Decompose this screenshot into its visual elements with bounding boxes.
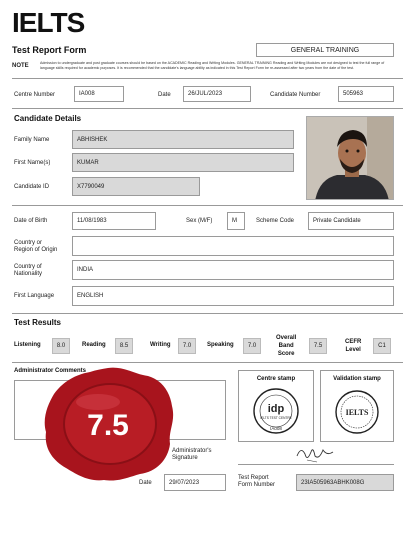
admin-signature-icon	[293, 442, 337, 466]
divider	[12, 205, 403, 206]
divider	[12, 313, 403, 314]
nationality-label-line2: Nationality	[14, 271, 43, 277]
signature-line	[238, 464, 394, 465]
centre-number-field: IA008	[74, 86, 124, 102]
overall-label-line3: Score	[277, 351, 295, 357]
divider	[12, 78, 403, 79]
listening-score: 8.0	[52, 338, 70, 354]
cefr-label-line2: Level	[345, 347, 361, 353]
speaking-label: Speaking	[207, 342, 234, 348]
divider	[12, 362, 403, 363]
dob-label: Date of Birth	[14, 218, 48, 224]
family-name-label: Family Name	[14, 137, 50, 143]
admin-date-label: Date	[139, 480, 152, 486]
scheme-code-field: Private Candidate	[308, 212, 394, 230]
divider	[12, 108, 403, 109]
nationality-field: INDIA	[72, 260, 394, 280]
speaking-score: 7.0	[243, 338, 261, 354]
validation-stamp-text: IELTS	[345, 408, 369, 417]
scheme-code-label: Scheme Code	[256, 218, 295, 224]
listening-label: Listening	[14, 342, 41, 348]
sex-label: Sex (M/F)	[186, 218, 213, 224]
writing-score: 7.0	[178, 338, 196, 354]
centre-stamp-label: Centre stamp	[256, 376, 296, 382]
trf-label-line2: Form Number	[238, 482, 276, 488]
first-language-label: First Language	[14, 293, 55, 299]
dob-field: 11/08/1983	[72, 212, 156, 230]
overall-band-score: 7.5	[309, 338, 327, 354]
admin-date-field: 29/07/2023	[164, 474, 226, 491]
cefr-level-value: C1	[373, 338, 391, 354]
writing-label: Writing	[150, 342, 171, 348]
candidate-number-label: Candidate Number	[270, 92, 321, 98]
trf-label-line1: Test Report	[238, 475, 269, 481]
reading-score: 8.5	[115, 338, 133, 354]
test-date-field: 26/JUL/2023	[183, 86, 251, 102]
person-photo-icon	[307, 117, 394, 200]
first-language-field: ENGLISH	[72, 286, 394, 306]
signature-label-line2: Signature	[172, 455, 198, 461]
cefr-label-line1: CEFR	[345, 339, 362, 345]
nationality-label-line1: Country of	[14, 264, 42, 270]
first-name-label: First Name(s)	[14, 160, 51, 166]
sex-field: M	[227, 212, 245, 230]
ielts-logo: IELTS	[12, 7, 85, 38]
signature-label-line1: Administrator's	[172, 448, 212, 454]
overall-label-line1: Overall	[276, 335, 297, 341]
reading-label: Reading	[82, 342, 106, 348]
first-name-field: KUMAR	[72, 153, 294, 172]
trf-number-field: 23IA505963ABHK008G	[296, 474, 394, 491]
candidate-id-field: X7790049	[72, 177, 200, 196]
candidate-details-heading: Candidate Details	[14, 114, 82, 123]
validation-stamp-label: Validation stamp	[333, 376, 381, 382]
nationality-label	[14, 264, 42, 278]
candidate-number-field: 505963	[338, 86, 394, 102]
idp-stamp-code: IA008	[270, 426, 282, 431]
trf-number-label	[238, 475, 275, 489]
idp-stamp-ring: IELTS TEST CENTRE	[260, 416, 292, 420]
note-text: Admission to undergraduate and post graduate courses should be based on the ACADEMIC Reading and Writing Modules. GENERAL TRAINING Reading and Writing Modules are not designed to test the full range of language skills required for academic purposes. It is recommended that the candidate's language ability as indicated in this Test Report Form be re-assessed after two years from the date of the test.	[40, 61, 385, 70]
country-origin-field	[72, 236, 394, 256]
idp-stamp-text: idp	[267, 403, 285, 415]
country-origin-label-line2: Region of Origin	[14, 247, 58, 253]
country-origin-label	[14, 240, 57, 254]
candidate-id-label: Candidate ID	[14, 184, 50, 190]
family-name-field: ABHISHEK	[72, 130, 294, 149]
centre-number-label: Centre Number	[14, 92, 56, 98]
form-title: Test Report Form	[12, 45, 87, 55]
test-results-heading: Test Results	[14, 318, 61, 327]
test-date-label: Date	[158, 92, 171, 98]
cefr-level-label	[345, 338, 361, 354]
idp-stamp-icon	[251, 386, 301, 436]
note-label: NOTE	[12, 63, 29, 69]
candidate-photo	[306, 116, 394, 200]
country-origin-label-line1: Country or	[14, 240, 43, 246]
wax-seal-score-icon	[38, 364, 178, 484]
module-box: GENERAL TRAINING	[256, 43, 394, 57]
seal-score-text: 7.5	[87, 409, 129, 442]
ielts-validation-stamp-icon	[333, 388, 381, 436]
admin-comments-label: Administrator Comments	[14, 368, 87, 374]
overall-label-line2: Band	[278, 343, 294, 349]
overall-band-label	[276, 334, 296, 358]
